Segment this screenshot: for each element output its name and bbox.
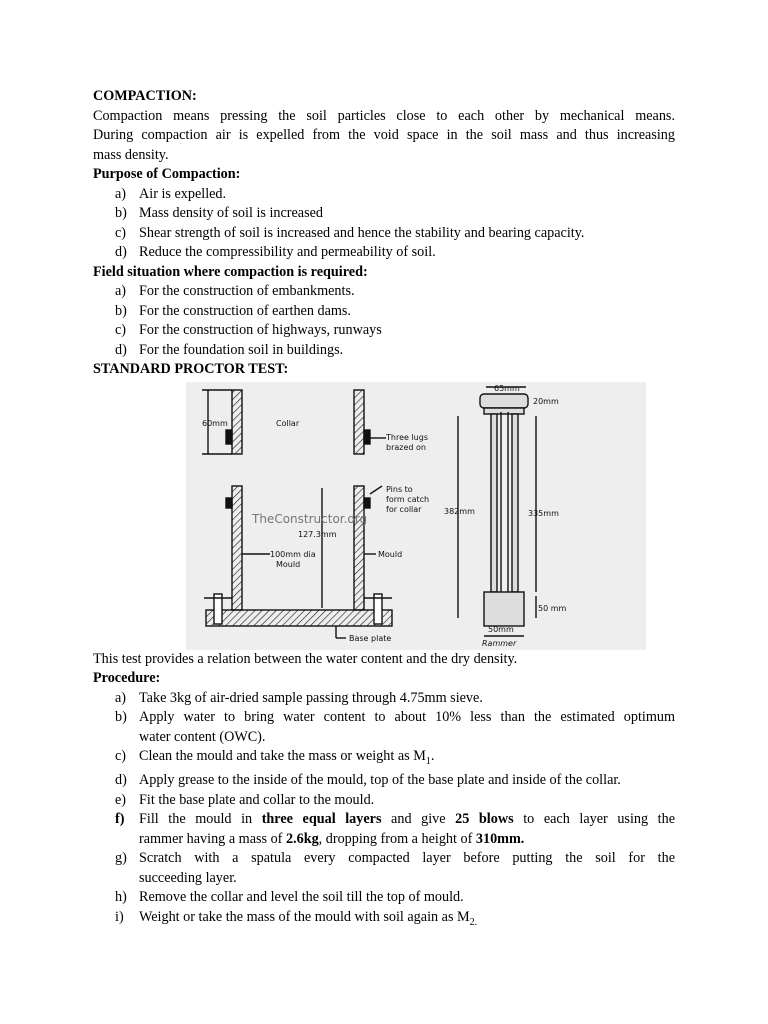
step-b-line-2: water content (OWC).: [139, 728, 266, 745]
step-g-line-1: Scratch with a spatula every compacted layer before putting the soil for the: [139, 850, 675, 867]
pins-label-3: for collar: [386, 504, 422, 514]
procedure-step-b: [93, 708, 675, 747]
list-marker: b): [115, 709, 127, 725]
rammer-top-height-label: 20mm: [533, 396, 559, 406]
procedure-list: [93, 689, 675, 933]
purpose-list: [93, 185, 675, 263]
list-marker: d): [115, 244, 127, 260]
step-f-bold-2: 25 blows: [455, 811, 514, 828]
list-text: [139, 747, 675, 771]
list-text: For the foundation soil in buildings.: [139, 341, 344, 358]
list-text: Fit the base plate and collar to the mould.: [139, 791, 375, 808]
purpose-heading: Purpose of Compaction:: [93, 166, 241, 182]
step-f-bold-3: 2.6kg: [285, 830, 319, 847]
list-item: [93, 282, 675, 302]
list-marker: h): [115, 889, 127, 906]
base-plate-label: Base plate: [349, 633, 392, 643]
rammer-sleeve-right: [512, 414, 518, 592]
list-item: [93, 224, 675, 244]
list-text: Remove the collar and level the soil till the top of mould.: [139, 889, 464, 906]
list-item: [93, 243, 675, 263]
list-text: [139, 810, 675, 849]
lugs-label-1: Three lugs: [386, 432, 428, 442]
proctor-heading: STANDARD PROCTOR TEST:: [93, 361, 289, 377]
list-text: For the construction of embankments.: [139, 283, 355, 299]
procedure-step-f: [93, 810, 675, 849]
procedure-step-h: [93, 888, 675, 908]
step-f-bold-1: three equal layers: [261, 811, 382, 828]
apparatus-drawing: [186, 382, 646, 650]
list-marker: a): [115, 689, 127, 706]
list-marker: d): [115, 341, 127, 358]
collar-lug-right: [364, 430, 370, 444]
procedure-step-d: [93, 771, 675, 791]
pins-label-1: Pins to: [386, 484, 413, 494]
step-f-text-3: to each layer using the: [513, 811, 675, 828]
mould-right-wall: [354, 486, 364, 610]
step-g-line-2: succeeding layer.: [139, 869, 237, 886]
rammer-foot-width-label: 50mm: [488, 624, 514, 634]
step-f-text-5: , dropping from a height of: [318, 830, 476, 847]
list-marker: g): [115, 850, 127, 867]
step-i-subscript: 2.: [469, 916, 478, 928]
rammer-total-label: 382mm: [444, 506, 475, 516]
rammer-foot: [484, 592, 524, 626]
list-item: [93, 185, 675, 205]
list-marker: f): [115, 811, 125, 828]
list-text: [139, 908, 675, 932]
rammer-sleeve-left: [491, 414, 497, 592]
procedure-step-i: [93, 908, 675, 932]
step-f-text-1: Fill the mould in: [139, 811, 262, 828]
mould-left-wall: [232, 486, 242, 610]
collar-lug-left: [226, 430, 232, 444]
list-text: Reduce the compressibility and permeability of soil.: [139, 244, 436, 260]
procedure-step-e: [93, 791, 675, 811]
step-i-text: Weight or take the mass of the mould with soil again as M: [139, 908, 470, 925]
pins-label-2: form catch: [386, 494, 430, 504]
step-c-end: .: [430, 748, 435, 764]
watermark: TheConstructor.org: [252, 511, 368, 526]
list-marker: b): [115, 302, 127, 319]
collar-label: Collar: [276, 418, 300, 428]
field-heading: Field situation where compaction is required:: [93, 263, 368, 280]
mould-label: Mould: [378, 549, 403, 559]
step-f-text-4: rammer having a mass of: [139, 830, 286, 847]
mould-dia-label-1: 100mm dia: [270, 549, 316, 559]
list-item: [93, 341, 675, 361]
intro-line-2: During compaction air is expelled from the void space in the soil mass and thus increasing: [93, 127, 675, 143]
list-text: Mass density of soil is increased: [139, 205, 324, 221]
document-page: [93, 87, 675, 932]
list-text: For the construction of earthen dams.: [139, 302, 351, 319]
list-marker: b): [115, 205, 127, 221]
procedure-step-a: [93, 689, 675, 709]
proctor-apparatus-figure: [186, 382, 646, 650]
list-marker: a): [115, 283, 127, 299]
list-text: [139, 708, 675, 747]
intro-line-3: mass density.: [93, 146, 169, 163]
step-b-line-1: Apply water to bring water content to about 10% less than the estimated optimum: [139, 709, 675, 725]
list-text: [139, 849, 675, 888]
field-list: [93, 282, 675, 360]
rammer-handle: [480, 394, 528, 408]
list-text: Take 3kg of air-dried sample passing through 4.75mm sieve.: [139, 689, 483, 706]
mould-height-label: 127.3mm: [298, 529, 337, 539]
collar-height-label: 60mm: [202, 418, 228, 428]
list-marker: a): [115, 185, 127, 202]
intro-line-1: Compaction means pressing the soil particles close to each other by mechanical means.: [93, 107, 675, 124]
lugs-label-2: brazed on: [386, 442, 426, 452]
list-text: Apply grease to the inside of the mould, top of the base plate and inside of the collar.: [139, 772, 621, 789]
list-marker: c): [115, 224, 127, 241]
procedure-step-c: [93, 747, 675, 771]
list-marker: c): [115, 748, 127, 764]
base-plate: [206, 610, 392, 626]
rammer-label: Rammer: [482, 638, 517, 648]
step-c-subscript: 1: [425, 755, 431, 767]
list-text: Shear strength of soil is increased and hence the stability and bearing capacity.: [139, 224, 585, 241]
list-item: [93, 204, 675, 224]
list-marker: d): [115, 772, 127, 789]
list-marker: c): [115, 322, 127, 338]
list-text: Air is expelled.: [139, 185, 227, 202]
collar-left-wall: [232, 390, 242, 454]
title-compaction: COMPACTION:: [93, 88, 197, 104]
procedure-step-g: [93, 849, 675, 888]
list-text: For the construction of highways, runways: [139, 322, 382, 338]
step-c-text: Clean the mould and take the mass or weight as M: [139, 748, 426, 764]
mould-dia-label-2: Mould: [276, 559, 301, 569]
procedure-heading: Procedure:: [93, 670, 161, 686]
step-f-text-2: and give: [381, 811, 456, 828]
list-item: [93, 302, 675, 322]
relation-text: This test provides a relation between the water content and the dry density.: [93, 650, 518, 667]
list-marker: e): [115, 791, 127, 808]
rammer-fall-label: 335mm: [528, 508, 559, 518]
step-f-bold-4: 310mm.: [475, 830, 525, 847]
step-f-line-1: [139, 810, 675, 830]
collar-right-wall: [354, 390, 364, 454]
step-f-line-2: [139, 830, 675, 850]
rammer-top-width-label: 65mm: [494, 383, 520, 393]
rammer-foot-height-label: 50 mm: [538, 603, 567, 613]
list-item: [93, 321, 675, 341]
list-marker: i): [115, 908, 124, 925]
